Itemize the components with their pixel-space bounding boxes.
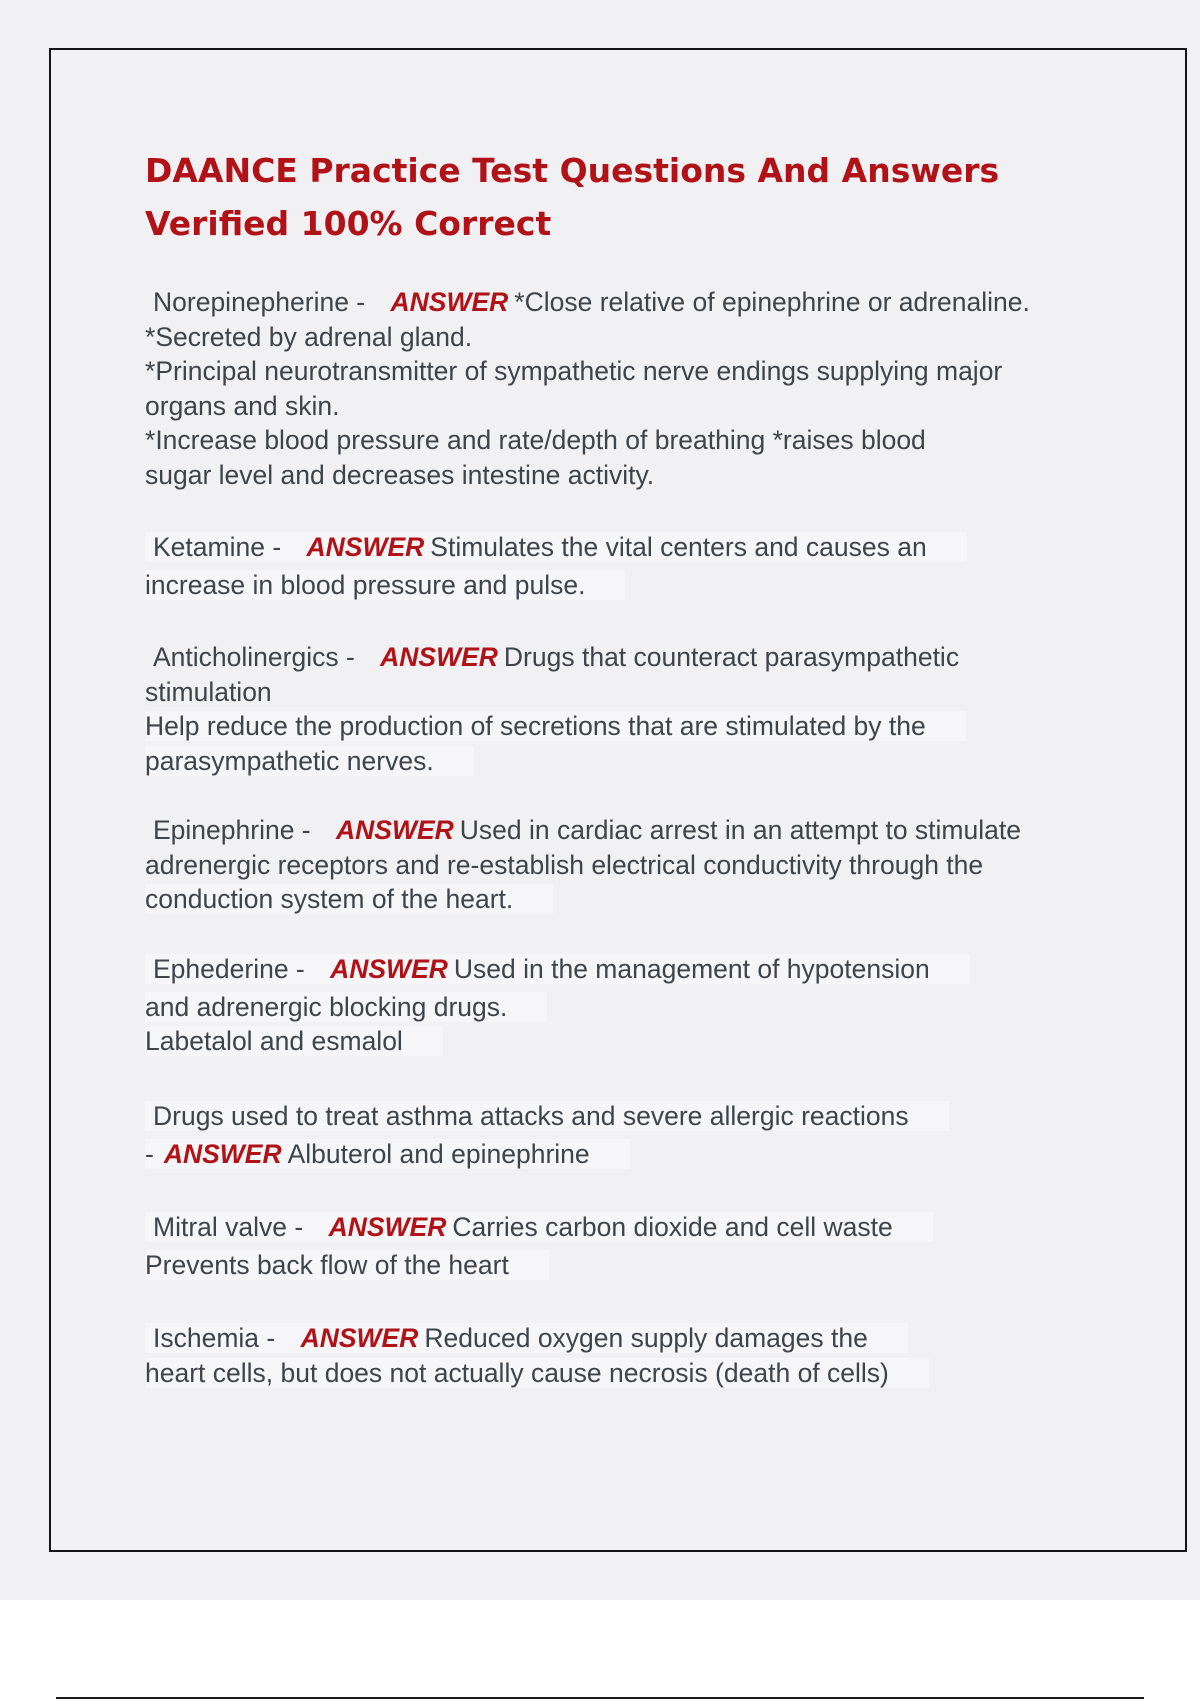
qa-answer-line: stimulation: [145, 676, 272, 707]
qa-answer-text: Drugs that counteract parasympathetic: [503, 642, 960, 672]
qa-answer-line: [145, 990, 1085, 1025]
qa-item-asthma-drugs: [145, 1099, 1085, 1171]
qa-first-line: [145, 1099, 1085, 1134]
qa-answer-line: [145, 1024, 1085, 1059]
qa-answer-text: Carries carbon dioxide and cell waste: [452, 1212, 893, 1242]
qa-term: Mitral valve -: [153, 1212, 311, 1242]
qa-dash: -: [145, 1138, 154, 1169]
qa-item-anticholinergics: [145, 640, 1085, 778]
qa-answer-text: increase in blood pressure and pulse.: [145, 570, 625, 600]
qa-answer-text: Stimulates the vital centers and causes an: [430, 532, 927, 562]
qa-term: Norepinepherine -: [153, 287, 373, 317]
qa-answer-text: Albuterol and epinephrine: [287, 1138, 590, 1169]
qa-answer-line: [145, 568, 1085, 603]
qa-first-line: [145, 1321, 1085, 1356]
qa-answer-text: heart cells, but does not actually cause necrosis (death of cells): [145, 1358, 929, 1388]
qa-answer-line: [145, 1356, 1085, 1391]
footer-divider: [56, 1697, 1144, 1699]
qa-answer-line: organs and skin.: [145, 390, 340, 421]
qa-term: Ephederine -: [153, 954, 313, 984]
qa-term: Epinephrine -: [153, 815, 318, 845]
qa-first-line: [145, 640, 1085, 675]
qa-answer-text: and adrenergic blocking drugs.: [145, 992, 547, 1022]
answer-label: ANSWER: [306, 532, 425, 562]
answer-label: ANSWER: [380, 642, 498, 672]
qa-answer-text: Labetalol and esmalol: [145, 1026, 443, 1056]
qa-term: Ketamine -: [153, 532, 289, 562]
qa-item-epinephrine: [145, 813, 1085, 917]
qa-term: Anticholinergics -: [153, 642, 363, 672]
qa-answer-line: [145, 882, 1085, 917]
qa-answer-line: adrenergic receptors and re-establish electrical conductivity through the: [145, 849, 984, 880]
qa-first-line: [145, 530, 1085, 565]
answer-label: ANSWER: [300, 1323, 419, 1353]
qa-item-mitral-valve: [145, 1210, 1085, 1282]
qa-answer-text: Prevents back flow of the heart: [145, 1250, 549, 1280]
answer-label: ANSWER: [163, 1138, 282, 1169]
qa-answer-text: Reduced oxygen supply damages the: [424, 1323, 868, 1353]
qa-first-line: [145, 813, 1085, 848]
answer-label: ANSWER: [390, 287, 509, 317]
answer-label: ANSWER: [330, 954, 448, 984]
document-title: DAANCE Practice Test Questions And Answers Verified 100% Correct: [145, 151, 1000, 243]
qa-answer-text: conduction system of the heart.: [145, 884, 553, 914]
qa-answer-line: sugar level and decreases intestine activity.: [145, 459, 655, 490]
qa-first-line: [145, 952, 1085, 987]
qa-first-line: [145, 1210, 1085, 1245]
qa-answer-text: parasympathetic nerves.: [145, 746, 474, 776]
qa-answer-line: *Increase blood pressure and rate/depth of breathing *raises blood: [145, 425, 926, 455]
qa-term: Ischemia -: [153, 1323, 283, 1353]
qa-answer-line: [145, 1248, 1085, 1283]
qa-answer-line: [145, 709, 1085, 744]
answer-label: ANSWER: [328, 1212, 447, 1242]
qa-item-ischemia: [145, 1321, 1085, 1390]
qa-answer-text: Used in the management of hypotension: [453, 954, 930, 984]
qa-answer-text: Help reduce the production of secretions that are stimulated by the: [145, 711, 966, 741]
qa-answer-text: *Close relative of epinephrine or adrenaline.: [514, 287, 1030, 317]
qa-term: Drugs used to treat asthma attacks and severe allergic reactions: [153, 1101, 909, 1131]
qa-item-ephederine: [145, 952, 1085, 1059]
answer-label: ANSWER: [336, 815, 454, 845]
qa-answer-text: Used in cardiac arrest in an attempt to stimulate: [459, 815, 1021, 845]
qa-first-line: [145, 285, 1085, 320]
qa-answer-line: [145, 1137, 1085, 1172]
qa-answer-line: *Secreted by adrenal gland.: [145, 321, 473, 352]
qa-answer-line: [145, 744, 1085, 779]
qa-item-ketamine: [145, 530, 1085, 602]
qa-item-norepinepherine: [145, 285, 1085, 492]
qa-answer-line: *Principal neurotransmitter of sympathetic nerve endings supplying major: [145, 356, 1003, 386]
